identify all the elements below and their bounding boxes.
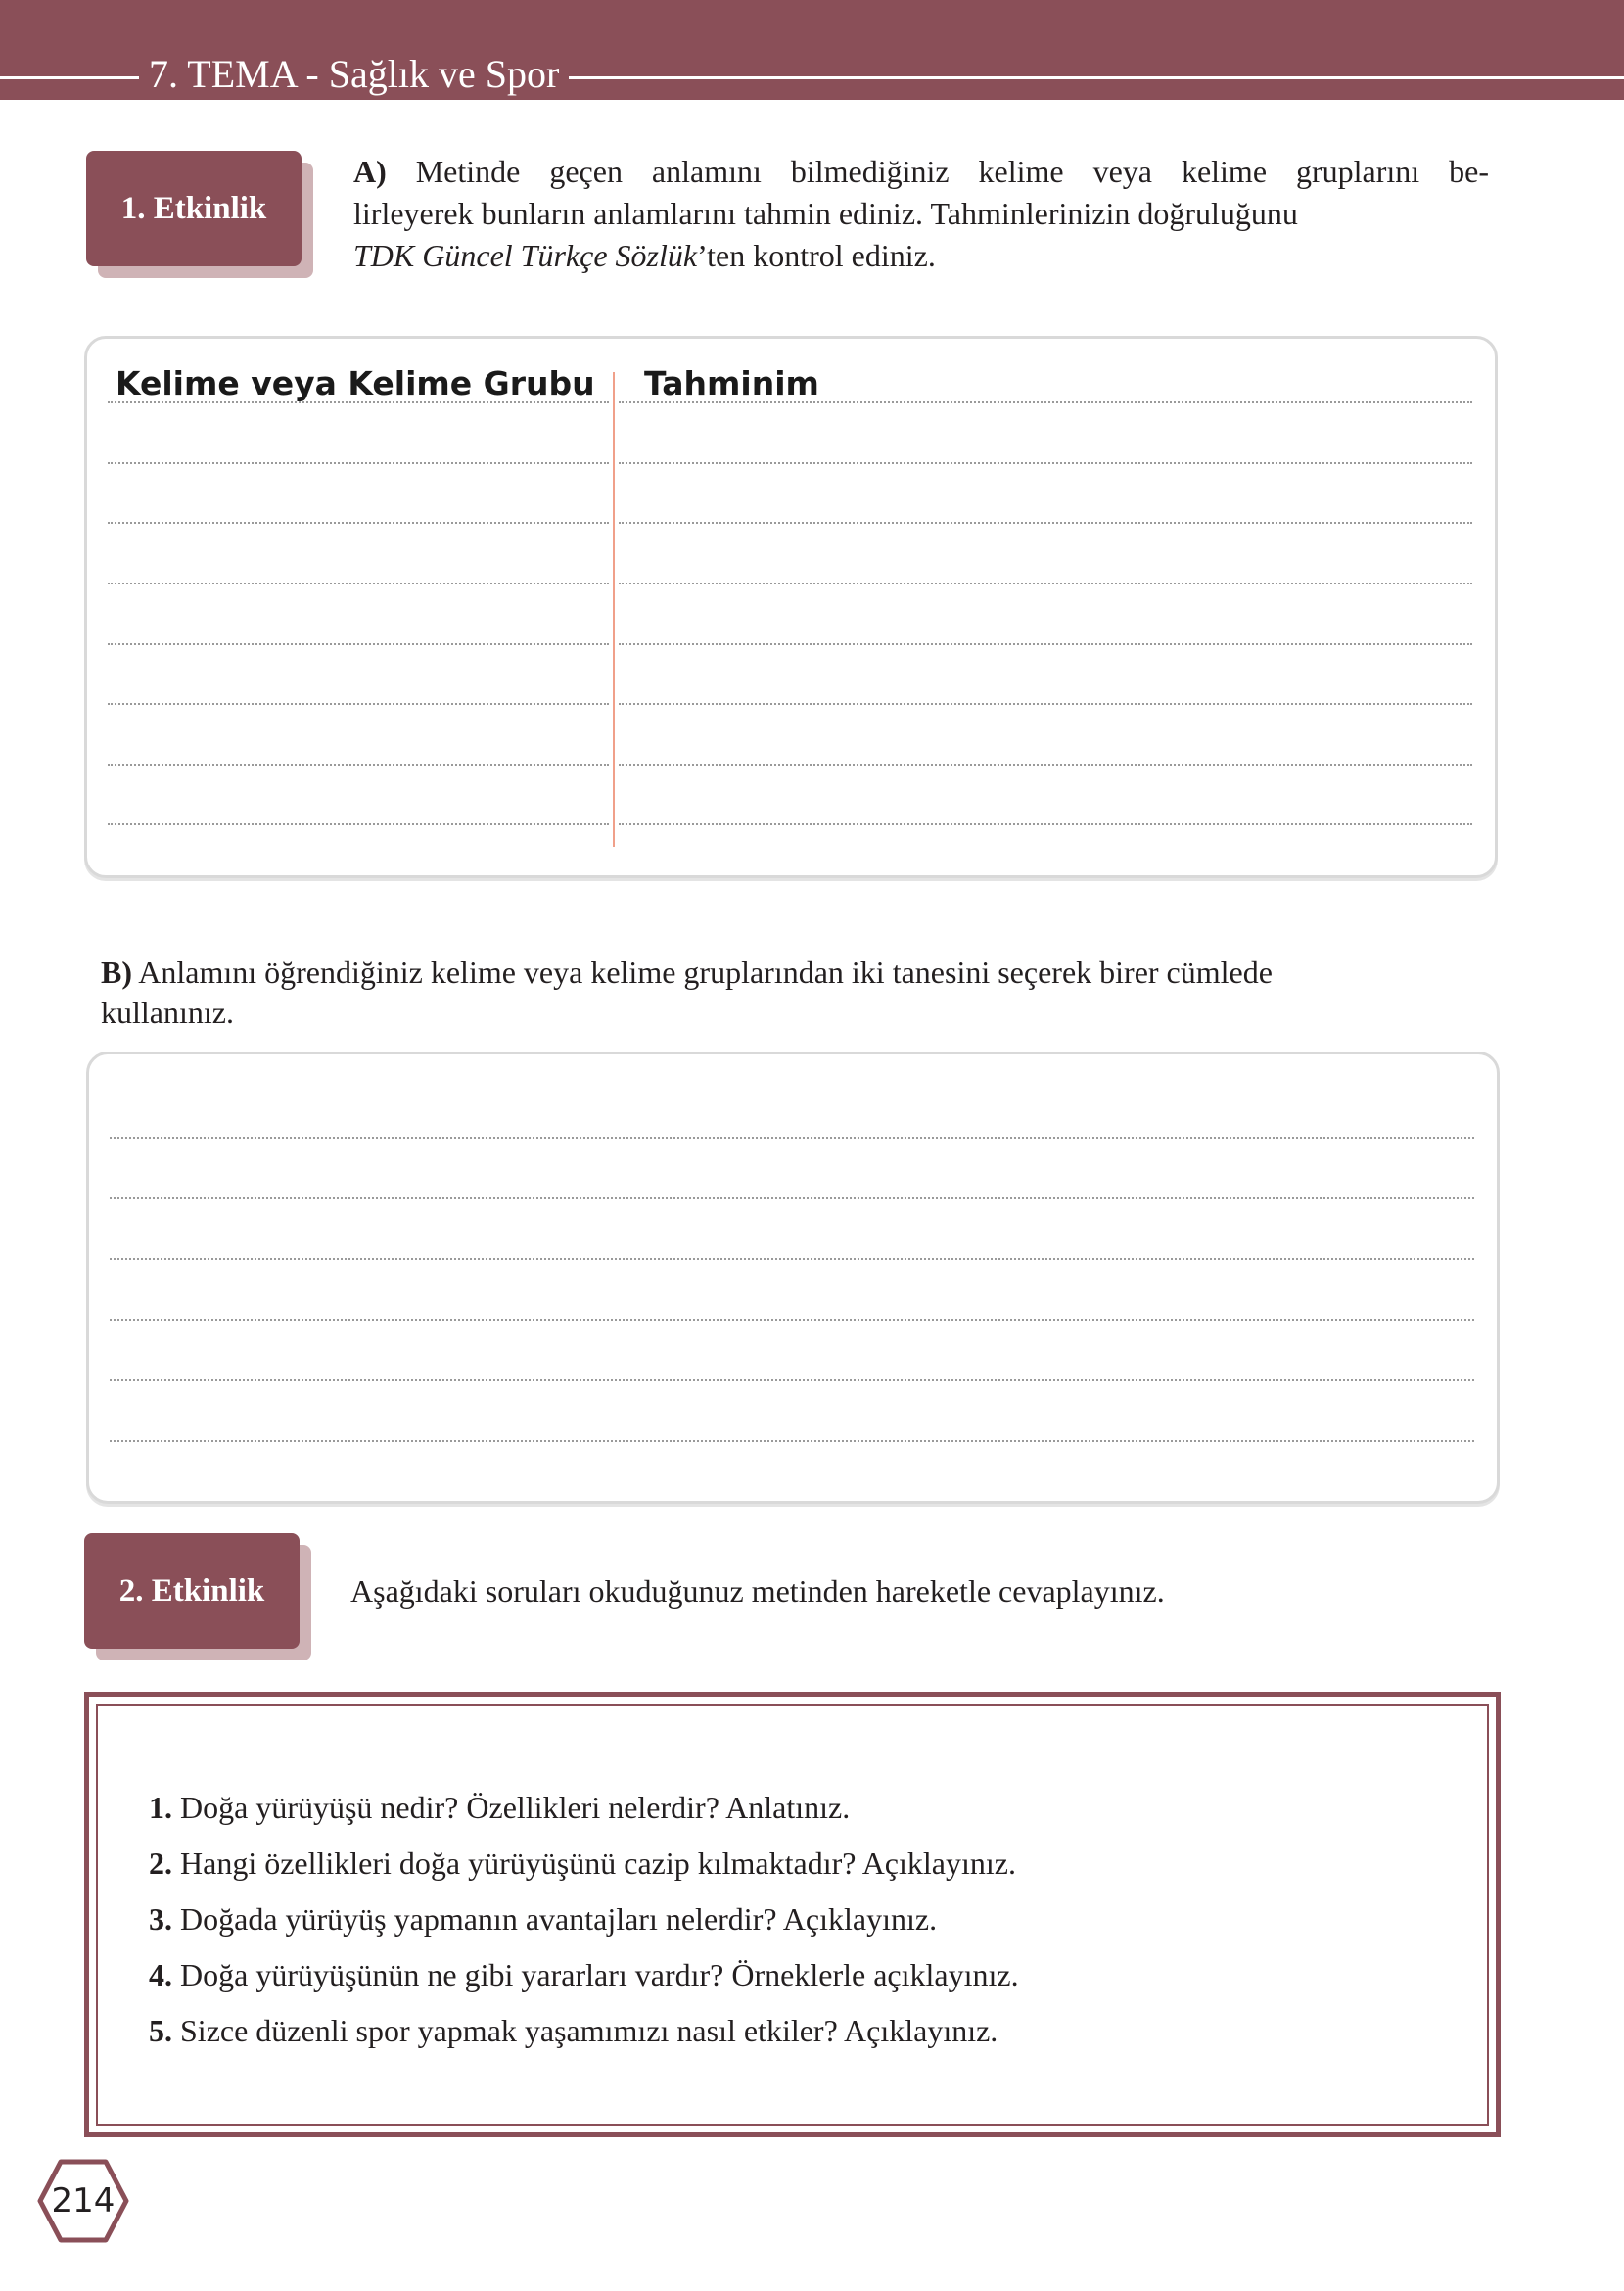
partB-line2: kullanınız. bbox=[101, 995, 234, 1030]
question-item bbox=[149, 2003, 1019, 2059]
partA-line2: lirleyerek bunların anlamlarını tahmin ediniz. Tahminlerinizin doğruluğunu bbox=[353, 196, 1298, 231]
question-number: 2. bbox=[149, 1846, 172, 1881]
partA-source: TDK Güncel Türkçe Sözlük bbox=[353, 238, 698, 273]
question-text: Doğa yürüyüşü nedir? Özellikleri nelerdir? Anlatınız. bbox=[172, 1790, 851, 1825]
partA-line1: Metinde geçen anlamını bilmediğiniz kelime veya kelime gruplarını be- bbox=[386, 154, 1489, 189]
answer-line-guess bbox=[619, 643, 1472, 645]
page-number: 214 bbox=[51, 2181, 116, 2221]
question-item bbox=[149, 1836, 1019, 1892]
writing-line bbox=[110, 1440, 1474, 1442]
answer-line-word bbox=[108, 823, 609, 825]
question-item bbox=[149, 1780, 1019, 1836]
answer-line-word bbox=[108, 703, 609, 705]
question-number: 5. bbox=[149, 2013, 172, 2048]
question-number: 4. bbox=[149, 1957, 172, 1992]
page-title: 7. TEMA - Sağlık ve Spor bbox=[139, 49, 569, 100]
answer-line-word bbox=[108, 401, 609, 403]
sentence-writing-box bbox=[86, 1052, 1500, 1504]
col-header-guess: Tahminim bbox=[644, 364, 819, 402]
answer-line-guess bbox=[619, 703, 1472, 705]
table-column-divider bbox=[613, 372, 615, 847]
writing-line bbox=[110, 1137, 1474, 1139]
question-item bbox=[149, 1947, 1019, 2003]
vocabulary-table-box bbox=[84, 336, 1498, 878]
question-list bbox=[149, 1780, 1019, 2059]
partA-label: A) bbox=[353, 154, 387, 189]
question-number: 3. bbox=[149, 1901, 172, 1937]
writing-line bbox=[110, 1197, 1474, 1199]
answer-line-word bbox=[108, 764, 609, 766]
question-text: Doğa yürüyüşünün ne gibi yararları vardır? Örneklerle açıklayınız. bbox=[172, 1957, 1019, 1992]
partB-line1: Anlamını öğrendiğiniz kelime veya kelime gruplarından iki tanesini seçerek birer cümlede bbox=[132, 955, 1273, 990]
activity1-badge: 1. Etkinlik bbox=[86, 151, 302, 266]
activity1-partB-instruction bbox=[101, 953, 1491, 1033]
question-text: Sizce düzenli spor yapmak yaşamımızı nasıl etkiler? Açıklayınız. bbox=[172, 2013, 998, 2048]
activity1-partA-instruction bbox=[353, 151, 1489, 277]
answer-line-word bbox=[108, 643, 609, 645]
answer-line-guess bbox=[619, 462, 1472, 464]
writing-line bbox=[110, 1319, 1474, 1321]
activity2-badge: 2. Etkinlik bbox=[84, 1533, 300, 1649]
writing-line bbox=[110, 1379, 1474, 1381]
answer-line-guess bbox=[619, 823, 1472, 825]
col-header-word: Kelime veya Kelime Grubu bbox=[116, 364, 595, 402]
answer-line-guess bbox=[619, 764, 1472, 766]
answer-line-word bbox=[108, 583, 609, 584]
partB-label: B) bbox=[101, 955, 132, 990]
question-item bbox=[149, 1892, 1019, 1947]
partA-line3-tail: ’ten kontrol ediniz. bbox=[697, 238, 936, 273]
answer-line-guess bbox=[619, 522, 1472, 524]
page-number-badge bbox=[37, 2158, 129, 2244]
activity2-instruction: Aşağıdaki soruları okuduğunuz metinden hareketle cevaplayınız. bbox=[350, 1573, 1165, 1609]
writing-line bbox=[110, 1258, 1474, 1260]
answer-line-guess bbox=[619, 401, 1472, 403]
answer-line-word bbox=[108, 462, 609, 464]
question-number: 1. bbox=[149, 1790, 172, 1825]
question-text: Doğada yürüyüş yapmanın avantajları nelerdir? Açıklayınız. bbox=[172, 1901, 938, 1937]
answer-line-word bbox=[108, 522, 609, 524]
answer-line-guess bbox=[619, 583, 1472, 584]
question-text: Hangi özellikleri doğa yürüyüşünü cazip kılmaktadır? Açıklayınız. bbox=[172, 1846, 1016, 1881]
